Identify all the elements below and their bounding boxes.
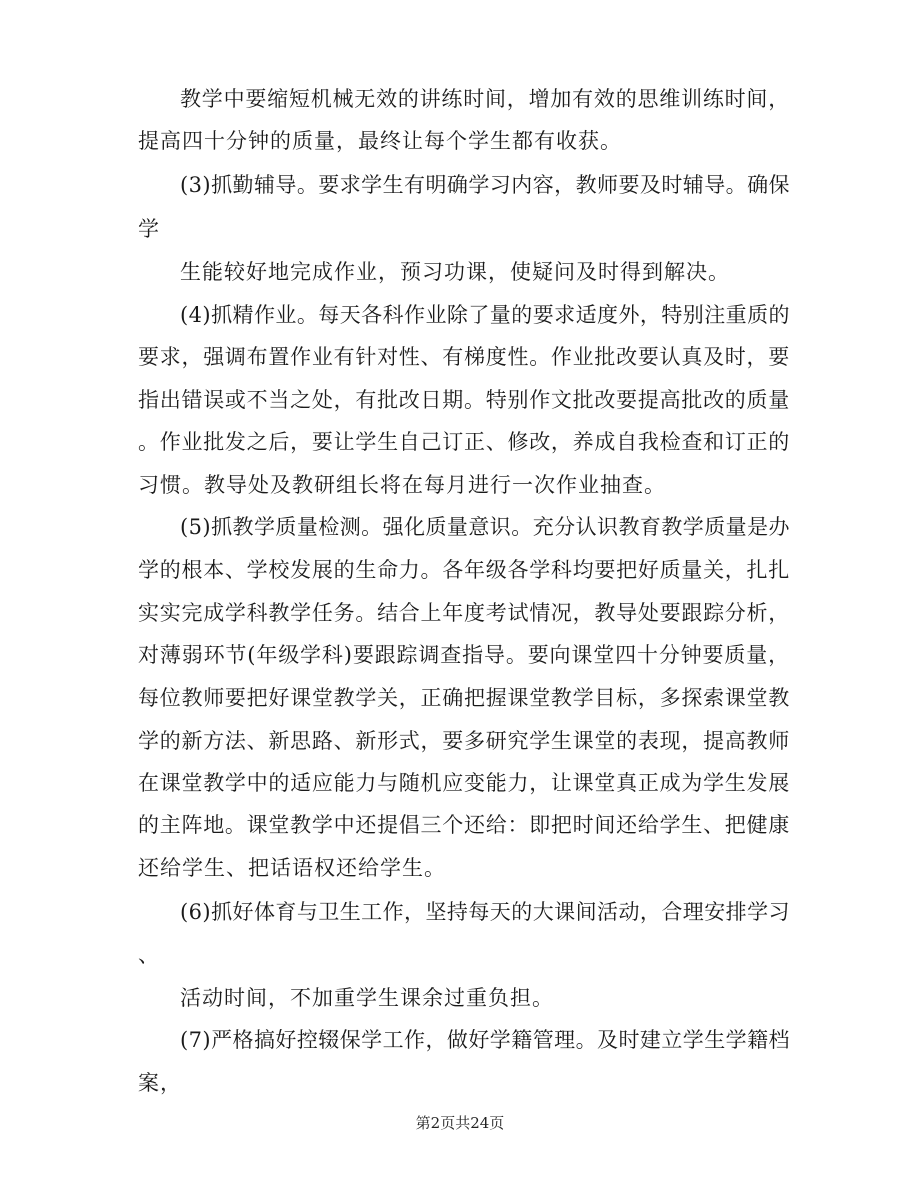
text-line: 还给学生、把话语权还给学生。 xyxy=(138,856,446,880)
text-line: 提高四十分钟的质量，最终让每个学生都有收获。 xyxy=(138,129,622,153)
text-line: 生能较好地完成作业，预习功课，使疑问及时得到解决。 xyxy=(180,260,730,284)
text-line: 学的新方法、新思路、新形式，要多研究学生课堂的表现，提高教师 xyxy=(138,729,790,753)
text-line: 习惯。教导处及教研组长将在每月进行一次作业抽查。 xyxy=(138,473,666,497)
text-line: (3)抓勤辅导。要求学生有明确学习内容，教师要及时辅导。确保 xyxy=(180,173,790,197)
text-line: 学的根本、学校发展的生命力。各年级各学科均要把好质量关，扎扎 xyxy=(138,558,790,582)
page-footer: 第2页共24页 xyxy=(415,1114,505,1132)
text-line: 每位教师要把好课堂教学关，正确把握课堂教学目标，多探索课堂教 xyxy=(138,686,790,710)
text-line: 对薄弱环节(年级学科)要跟踪调查指导。要向课堂四十分钟要质量， xyxy=(138,643,790,667)
text-line: 的主阵地。课堂教学中还提倡三个还给：即把时间还给学生、把健康 xyxy=(138,813,790,837)
text-line: (5)抓教学质量检测。强化质量意识。充分认识教育教学质量是办 xyxy=(180,515,790,539)
text-line: (7)严格搞好控辍保学工作，做好学籍管理。及时建立学生学籍档 xyxy=(180,1028,790,1052)
text-line: 、 xyxy=(138,943,160,967)
text-line: (4)抓精作业。每天各科作业除了量的要求适度外，特别注重质的 xyxy=(180,303,790,327)
text-line: (6)抓好体育与卫生工作，坚持每天的大课间活动，合理安排学习 xyxy=(180,900,790,924)
text-line: 在课堂教学中的适应能力与随机应变能力，让课堂真正成为学生发展 xyxy=(138,771,790,795)
text-line: 案， xyxy=(138,1071,182,1095)
text-line: 实实完成学科教学任务。结合上年度考试情况，教导处要跟踪分析， xyxy=(138,601,790,625)
text-line: 指出错误或不当之处，有批改日期。特别作文批改要提高批改的质量 xyxy=(138,388,790,412)
text-line: 活动时间，不加重学生课余过重负担。 xyxy=(180,986,554,1010)
text-line: 学 xyxy=(138,217,160,241)
text-line: 要求，强调布置作业有针对性、有梯度性。作业批改要认真及时，要 xyxy=(138,345,790,369)
text-line: 教学中要缩短机械无效的讲练时间，增加有效的思维训练时间， xyxy=(180,87,790,111)
text-line: 。作业批发之后，要让学生自己订正、修改，养成自我检查和订正的 xyxy=(138,430,790,454)
